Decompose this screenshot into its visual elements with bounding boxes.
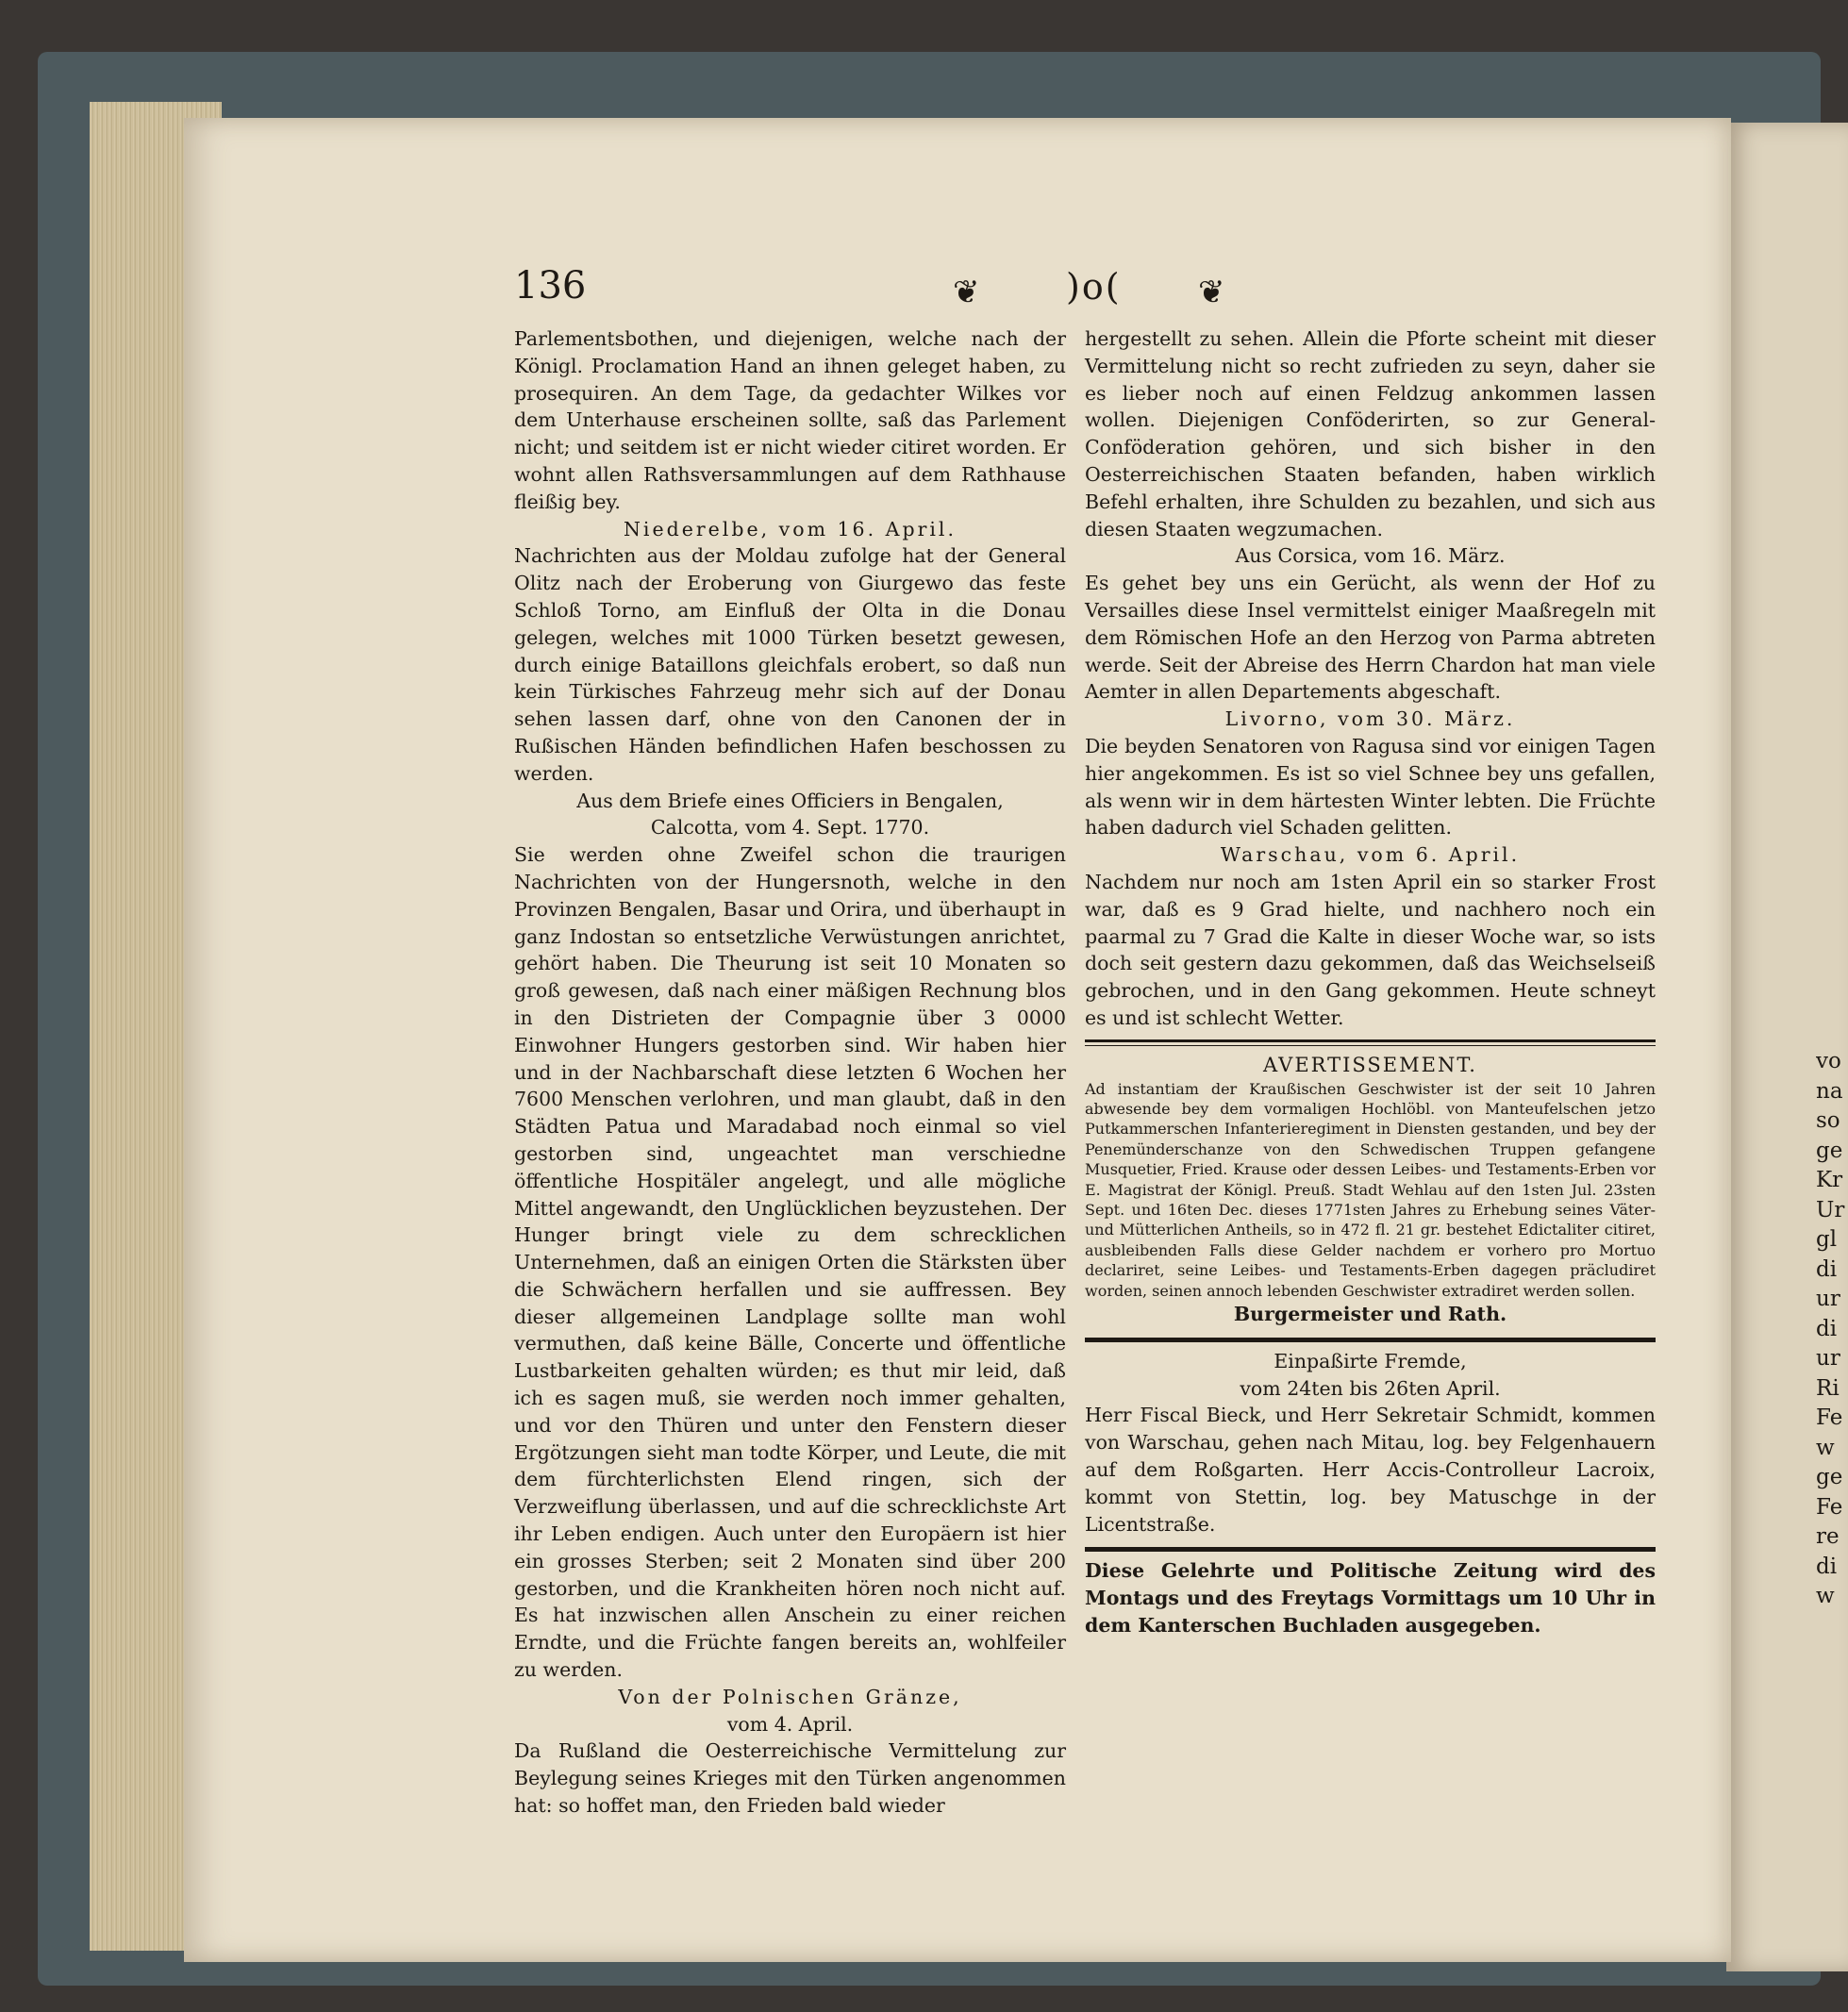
- heading-polnisch-date: vom 4. April.: [726, 1712, 854, 1736]
- heading-warschau: Warschau, vom 6. April.: [1220, 843, 1521, 867]
- adjacent-fragment: ur: [1816, 1346, 1840, 1371]
- adjacent-fragment: re: [1816, 1524, 1840, 1549]
- heading-fremde-date: vom 24ten bis 26ten April.: [1240, 1376, 1501, 1400]
- paragraph-warschau: Nachdem nur noch am 1sten April ein so starker Frost war, daß es 9 Grad hielte, und nachhero noch ein paarmal zu 7 Grad die Kalte in dieser Woche war, so ists doch seit gestern dazu gekommen, daß das Weichselseiß gebrochen, und in den Gang gekommen. Heute schneyt es und ist schlecht Wetter.: [1085, 870, 1656, 1029]
- heading-fremde: Einpaßirte Fremde,: [1274, 1349, 1467, 1372]
- publication-notice: Diese Gelehrte und Politische Zeitung wird des Montags und des Freytags Vormittags um 10 Uhr in dem Kanterschen Buchladen ausgegeben.: [1085, 1559, 1656, 1637]
- left-column: [514, 325, 1066, 1820]
- heading-calcotta: Calcotta, vom 4. Sept. 1770.: [650, 816, 930, 840]
- adjacent-fragment: di: [1816, 1256, 1838, 1282]
- adjacent-fragment: na: [1816, 1078, 1843, 1104]
- paragraph-parlement: Parlementsbothen, und diejenigen, welche nach der Königl. Proclamation Hand an ihnen geleget haben, zu prosequiren. An dem Tage, da gedachter Wilkes vor dem Unterhause erscheinen sollte, saß das Parlement nicht; und seitdem ist er nicht wieder citiret worden. Er wohnt allen Rathsversammlungen auf dem Rathhause fleißig bey.: [514, 327, 1066, 513]
- paragraph-fremde: Herr Fiscal Bieck, und Herr Sekretair Schmidt, kommen von Warschau, gehen nach Mitau, log. bey Felgenhauern auf dem Roßgarten. Herr Accis-Controlleur Lacroix, kommt von Stettin, log. bey Matuschge in der Licentstraße.: [1085, 1404, 1656, 1536]
- ornament-left-icon: ❦: [953, 274, 980, 311]
- avertissement-body: Ad instantiam der Kraußischen Geschwister ist der seit 10 Jahren abwesende bey dem vormaligen Hochlöbl. von Manteufelschen jetzo Putkammerschen Infanterieregiment in Diensten gestanden, und bey der Penemünderschanze von den Schwedischen Truppen gefangene Musquetier, Fried. Krause oder dessen Leibes- und Testaments-Erben vor E. Magistrat der Königl. Preuß. Stadt Wehlau auf den 1sten Jul. 23sten Sept. und 16ten Dec. dieses 1771sten Jahres zu Erhebung seines Väter- und Mütterlichen Antheils, so in 472 fl. 21 gr. bestehet Edictaliter citiret, ausbleibenden Falls diese Gelder nachdem er vorhero pro Mortuo declariret, seine Leibes- und Testaments-Erben dagegen präcludiret worden, seinen annoch lebenden Geschwister extradiret werden sollen.: [1085, 1079, 1656, 1300]
- paragraph-corsica: Es gehet bey uns ein Gerücht, als wenn der Hof zu Versailles diese Insel vermittelst einiger Maaßregeln mit dem Römischen Hofe an den Herzog von Parma abtreten werde. Seit der Abreise des Herrn Chardon hat man viele Aemter in allen Departements abgeschaft.: [1085, 572, 1656, 704]
- adjacent-fragment: di: [1816, 1554, 1838, 1579]
- adjacent-fragment: Ur: [1816, 1197, 1845, 1222]
- adjacent-fragment: vo: [1816, 1049, 1841, 1073]
- heading-niederelbe: Niederelbe, vom 16. April.: [623, 517, 957, 540]
- paragraph-livorno: Die beyden Senatoren von Ragusa sind vor einigen Tagen hier angekommen. Es ist so viel Schnee bey uns gefallen, als wenn wir in dem härtesten Winter lebten. Die Früchte haben dadurch viel Schaden gelitten.: [1085, 734, 1656, 840]
- adjacent-fragment: ge: [1816, 1138, 1843, 1163]
- right-column: [1085, 325, 1656, 1639]
- avertissement-signature: Burgermeister und Rath.: [1233, 1302, 1507, 1325]
- adjacent-fragment: Fe: [1816, 1494, 1843, 1520]
- ornament-right-icon: ❦: [1198, 274, 1225, 311]
- avertissement-title: AVERTISSEMENT.: [1263, 1053, 1477, 1076]
- paragraph-moldau: Nachrichten aus der Moldau zufolge hat der General Olitz nach der Eroberung von Giurgewo das feste Schloß Torno, am Einfluß der Olta in die Donau gelegen, welches mit 1000 Türken besetzt gewesen, durch einige Bataillons gleichfals erobert, so daß nun kein Türkisches Fahrzeug mehr sich auf der Donau sehen lassen darf, ohne von den Canonen der in Rußischen Händen befindlichen Hafen beschossen zu werden.: [514, 544, 1066, 785]
- page-header: [514, 255, 1641, 311]
- heading-livorno: Livorno, vom 30. März.: [1224, 707, 1516, 731]
- adjacent-fragment: Ri: [1816, 1375, 1840, 1401]
- paragraph-pforte: hergestellt zu sehen. Allein die Pforte scheint mit dieser Vermittelung nicht so recht zufrieden zu seyn, daher sie es lieber noch auf einen Feldzug ankommen lassen wollen. Diejenigen Conföderirten, so zur General-Conföderation gehören, und sich bisher in den Oesterreichischen Staaten befanden, haben wirklich Befehl erhalten, ihre Schulden zu bezahlen, und sich aus diesen Staaten wegzumachen.: [1085, 327, 1656, 540]
- adjacent-fragment: w: [1816, 1435, 1835, 1460]
- adjacent-page-text: [1816, 1047, 1848, 1612]
- heading-polnisch: Von der Polnischen Gränze,: [618, 1685, 962, 1708]
- adjacent-fragment: Fe: [1816, 1405, 1843, 1430]
- divider-rule: [1085, 1039, 1656, 1046]
- adjacent-fragment: di: [1816, 1316, 1838, 1341]
- adjacent-fragment: ge: [1816, 1465, 1843, 1489]
- adjacent-fragment: ur: [1816, 1287, 1840, 1311]
- page-number: 136: [514, 264, 587, 308]
- adjacent-fragment: Kr: [1816, 1168, 1843, 1192]
- adjacent-fragment: gl: [1816, 1227, 1838, 1252]
- divider-rule-thick: [1085, 1338, 1656, 1342]
- heading-briefe: Aus dem Briefe eines Officiers in Bengalen,: [576, 789, 1004, 812]
- adjacent-fragment: so: [1816, 1108, 1840, 1133]
- divider-rule-bottom: [1085, 1547, 1656, 1552]
- paragraph-bengalen: Sie werden ohne Zweifel schon die traurigen Nachrichten von der Hungersnoth, welche in den Provinzen Bengalen, Basar und Orira, und überhaupt in ganz Indostan so entsetzliche Verwüstungen anrichtet, gehört haben. Die Theurung ist seit 10 Monaten so groß gewesen, daß nach einer mäßigen Rechnung blos in den Distrieten der Compagnie über 3 0000 Einwohner Hungers gestorben sind. Wir haben hier und in der Nachbarschaft diese letzten 6 Wochen her 7600 Menschen verlohren, und man glaubt, daß in den Städten Patua und Maradabad noch einmal so viel gestorben sind, ungeachtet man verschiedne öffentliche Hospitäler angelegt, und alle mögliche Mittel angewandt, den Unglücklichen beyzustehen. Der Hunger bringt viele zu dem schrecklichen Unternehmen, daß an einigen Orten die Stärksten über die Schwächern herfallen und sie auffressen. Bey dieser allgemeinen Landplage sollte man wohl vermuthen, daß keine Bälle, Concerte und öffentliche Lustbarkeiten gehalten würden; es thut mir leid, daß ich es sagen muß, sie werden noch immer gehalten, und vor den Thüren und unter den Fenstern dieser Ergötzungen sieht man todte Körper, und Leute, die mit dem fürchterlichsten Elend ringen, sich der Verzweiflung überlassen, und auf die schrecklichste Art ihr Leben endigen. Auch unter den Europäern ist hier ein grosses Sterben; seit 2 Monaten sind über 200 gestorben, und die Krankheiten hören noch nicht auf. Es hat inzwischen allen Anschein zu einer reichen Erndte, und die Früchte fangen bereits an, wohlfeiler zu werden.: [514, 843, 1066, 1682]
- adjacent-fragment: w: [1816, 1584, 1835, 1608]
- paragraph-russland: Da Rußland die Oesterreichische Vermittelung zur Beylegung seines Krieges mit den Türken angenommen hat: so hoffet man, den Frieden bald wieder: [514, 1739, 1066, 1818]
- heading-corsica: Aus Corsica, vom 16. März.: [1235, 544, 1506, 568]
- ornament-mid: )o(: [1066, 266, 1122, 308]
